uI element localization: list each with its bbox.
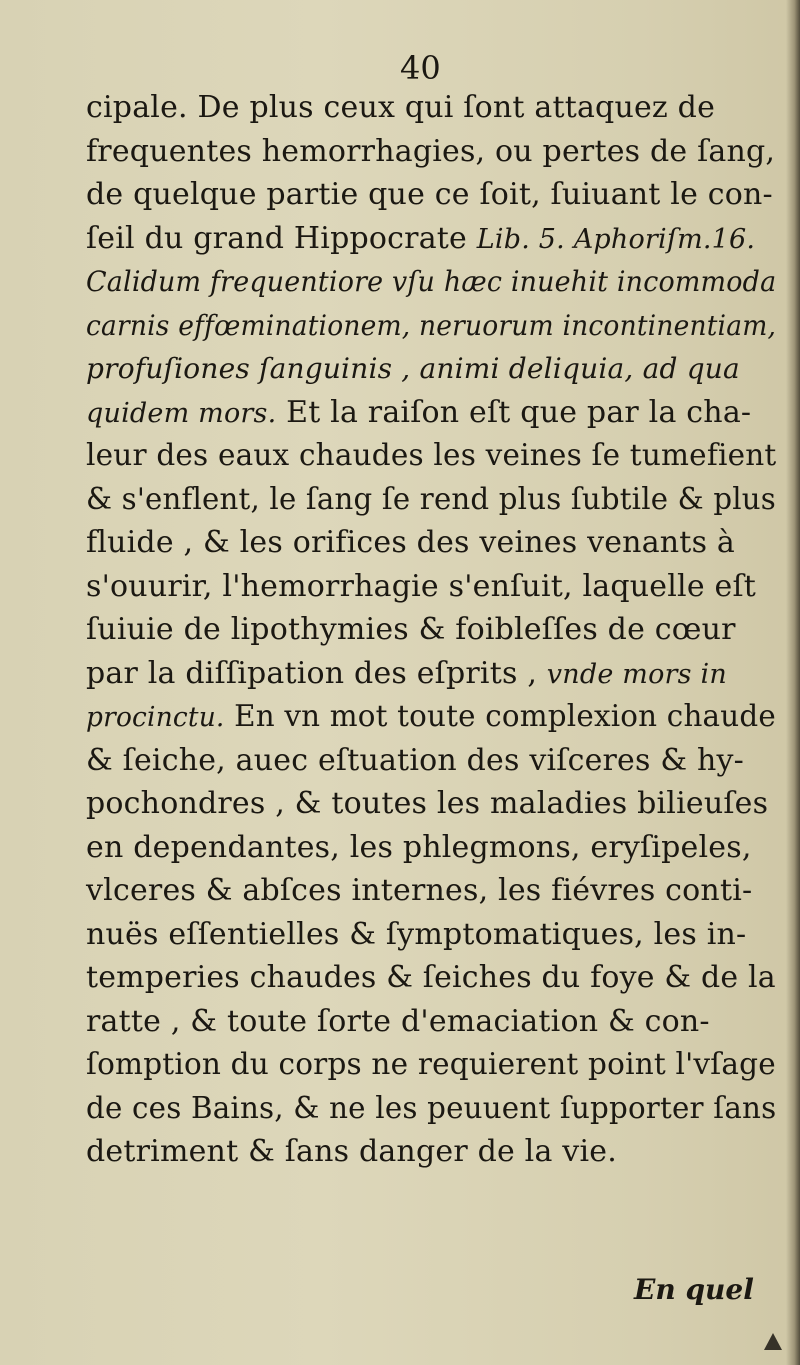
text-segment: leur des eaux chaudes les veines ſe tumefient: [86, 438, 777, 473]
text-segment: detriment & ſans danger de la vie.: [86, 1134, 617, 1169]
text-line: [86, 391, 776, 435]
page-corner-mark-icon: [762, 1330, 784, 1352]
text-line: [86, 956, 775, 1000]
text-segment: cipale. De plus ceux qui ſont attaquez de: [86, 90, 716, 125]
text-line: [86, 1043, 776, 1087]
italic-text-segment: profuſiones ſanguinis , animi deliquia, ad qua: [86, 352, 740, 385]
text-line: [86, 521, 776, 565]
text-line: [86, 652, 776, 696]
text-line: [86, 913, 776, 957]
text-line: [86, 478, 776, 522]
text-line: [86, 347, 776, 391]
text-line: [86, 217, 776, 261]
text-segment: & ſeiche, auec eſtuation des viſceres & hy-: [86, 742, 744, 778]
catchword: En quel: [634, 1273, 754, 1306]
text-line: [86, 695, 776, 739]
italic-text-segment: procinctu.: [86, 702, 225, 733]
text-line: [86, 826, 776, 870]
text-segment: ſuiuie de lipothymies & foibleſſes de cœur: [86, 612, 736, 647]
italic-text-segment: quidem mors.: [86, 397, 277, 429]
text-segment: ſomption du corps ne requierent point l'vſage: [86, 1047, 776, 1082]
text-segment: En vn mot toute complexion chaude: [224, 699, 776, 734]
text-line: [86, 173, 776, 217]
text-line: [86, 260, 777, 304]
text-line: [86, 1000, 776, 1044]
text-line: [86, 739, 776, 783]
text-segment: Et la raiſon eſt que par la cha-: [276, 394, 752, 430]
text-line: [86, 304, 777, 348]
text-segment: frequentes hemorrhagies, ou pertes de ſang,: [86, 133, 776, 169]
page-fore-edge: [786, 0, 800, 1365]
text-segment: nuës eſſentielles & ſymptomatiques, les in-: [86, 916, 747, 952]
italic-text-segment: vnde mors in: [546, 658, 727, 690]
page-number: 40: [400, 49, 441, 87]
text-segment: en dependantes, les phlegmons, eryſipeles,: [86, 829, 752, 865]
text-line: [86, 608, 776, 652]
italic-text-segment: carnis effœminationem, neruorum incontinentiam,: [86, 308, 777, 342]
text-line: [86, 565, 776, 609]
text-segment: de ces Bains, & ne les peuuent ſupporter ſans: [86, 1090, 777, 1126]
italic-text-segment: Calidum frequentiore vſu hæc inuehit incommoda: [86, 265, 777, 298]
italic-text-segment: Lib. 5. Aphoriſm.16.: [476, 223, 756, 255]
text-line: [86, 130, 776, 174]
text-line: [86, 434, 777, 478]
text-line: [86, 782, 776, 826]
text-segment: par la diſſipation des eſprits ,: [86, 655, 547, 691]
text-line: [86, 1087, 777, 1131]
text-segment: vlceres & abſces internes, les fiévres conti-: [86, 873, 753, 908]
text-line: [86, 1130, 776, 1174]
text-segment: temperies chaudes & ſeiches du foye & de la: [86, 960, 776, 995]
text-segment: ſeil du grand Hippocrate: [86, 220, 477, 256]
text-segment: pochondres , & toutes les maladies bilieuſes: [86, 786, 769, 821]
text-segment: de quelque partie que ce ſoit, ſuiuant le con-: [86, 177, 773, 212]
text-segment: ratte , & toute ſorte d'emaciation & con-: [86, 1003, 710, 1039]
text-line: [86, 86, 776, 130]
text-line: [86, 869, 776, 913]
text-segment: & s'enflent, le ſang ſe rend plus ſubtile & plus: [86, 481, 776, 517]
text-segment: fluide , & les orifices des veines venants à: [86, 525, 735, 560]
text-segment: s'ouurir, l'hemorrhagie s'enſuit, laquelle eſt: [86, 568, 757, 604]
body-text: [86, 86, 776, 1174]
